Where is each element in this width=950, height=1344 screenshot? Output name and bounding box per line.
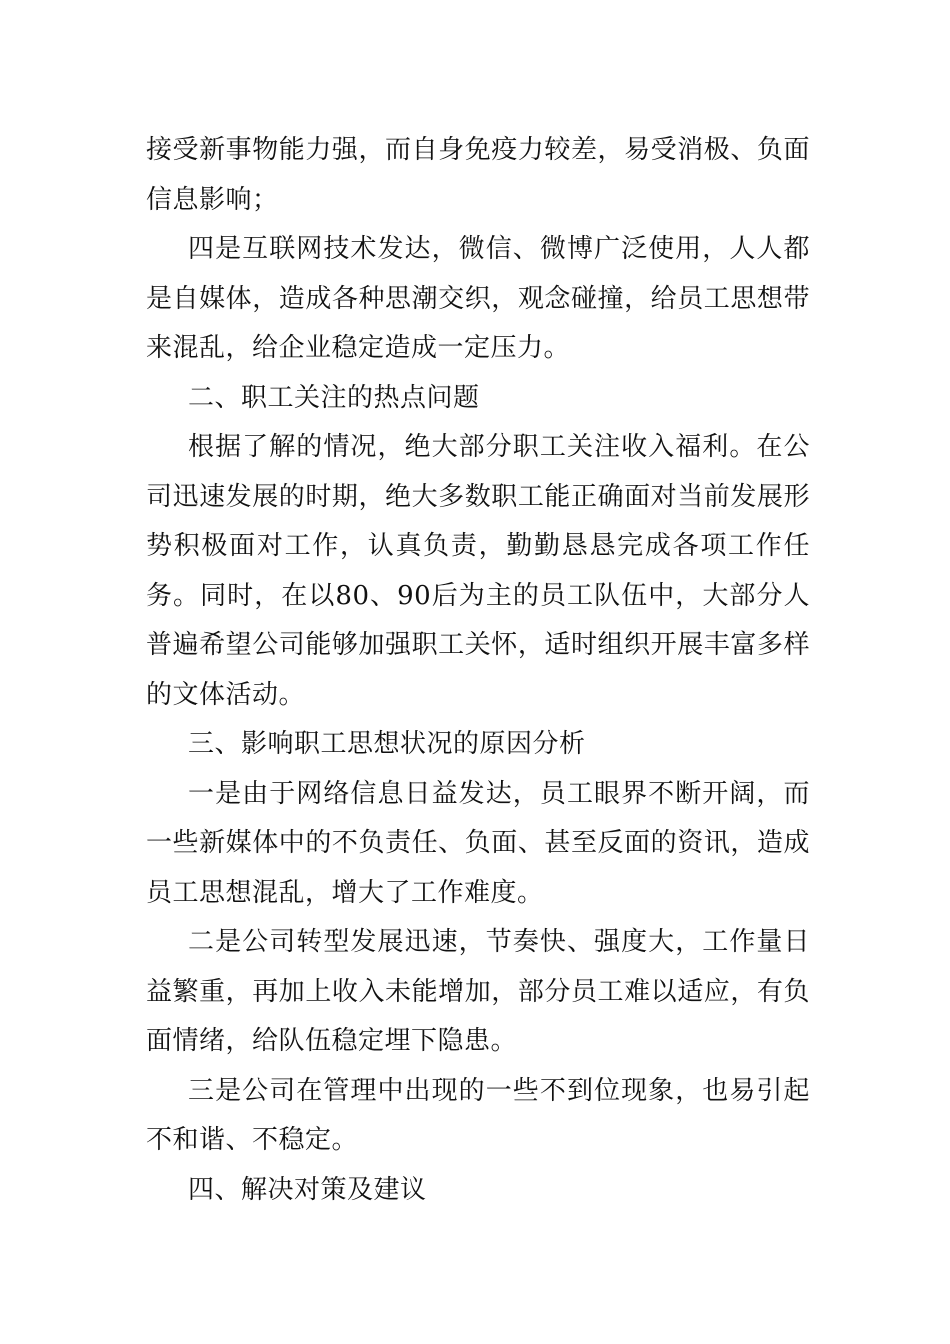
section-heading-countermeasures: 四、解决对策及建议 [188, 1174, 427, 1205]
paragraph-cause-two: 二是公司转型发展迅速，节奏快、强度大，工作量日益繁重，再加上收入未能增加，部分员工难以适应，有负面情绪，给队伍稳定埋下隐患。 [146, 927, 810, 1056]
paragraph-cause-three: 三是公司在管理中出现的一些不到位现象，也易引起不和谐、不稳定。 [146, 1075, 810, 1155]
paragraph-continuation: 接受新事物能力强，而自身免疫力较差，易受消极、负面信息影响； [146, 135, 810, 215]
paragraph-hot-issues: 根据了解的情况，绝大部分职工关注收入福利。在公司迅速发展的时期，绝大多数职工能正确面对当前发展形势积极面对工作，认真负责，勤勤恳恳完成各项工作任务。同时，在以80、90后为主的员工队伍中，大部分人普遍希望公司能够加强职工关怀，适时组织开展丰富多样的文体活动。 [146, 432, 810, 710]
paragraph-cause-one: 一是由于网络信息日益发达，员工眼界不断开阔，而一些新媒体中的不负责任、负面、甚至反面的资讯，造成员工思想混乱，增大了工作难度。 [146, 778, 810, 908]
document-body [146, 126, 810, 1215]
section-heading-hot-issues: 二、职工关注的热点问题 [188, 382, 480, 413]
section-heading-cause-analysis: 三、影响职工思想状况的原因分析 [188, 729, 586, 759]
paragraph-point-four: 四是互联网技术发达，微信、微博广泛使用，人人都是自媒体，造成各种思潮交织，观念碰撞，给员工思想带来混乱，给企业稳定造成一定压力。 [146, 234, 810, 363]
